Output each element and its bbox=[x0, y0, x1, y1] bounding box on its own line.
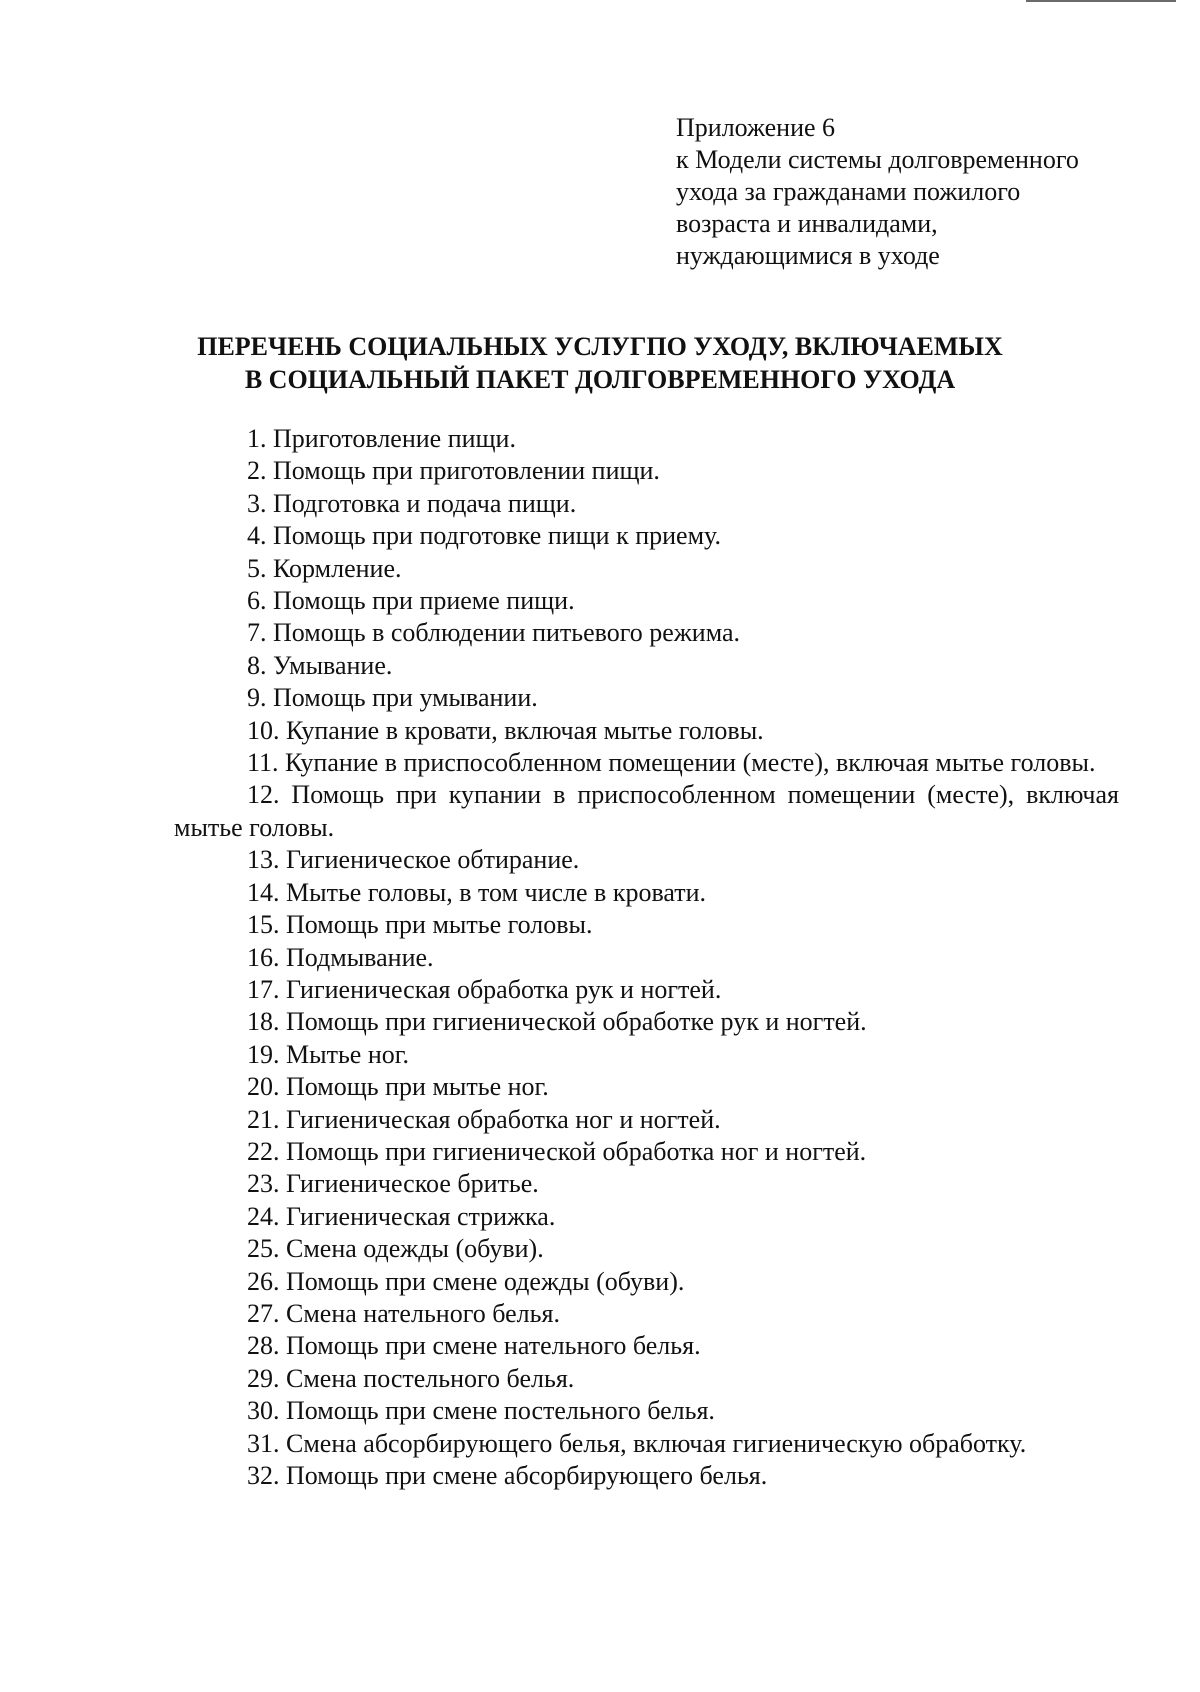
list-item: 17. Гигиеническая обработка рук и ногтей. bbox=[247, 974, 722, 1004]
list-item: 30. Помощь при смене постельного белья. bbox=[247, 1396, 715, 1426]
list-item: 16. Подмывание. bbox=[247, 942, 434, 972]
appendix-line: возраста и инвалидами, bbox=[676, 209, 938, 238]
list-item: 3. Подготовка и подача пищи. bbox=[247, 488, 577, 518]
document-title bbox=[130, 330, 1070, 396]
title-line-1: ПЕРЕЧЕНЬ СОЦИАЛЬНЫХ УСЛУГПО УХОДУ, ВКЛЮЧАЕМЫХ bbox=[197, 332, 1003, 361]
list-item: 32. Помощь при смене абсорбирующего белья. bbox=[247, 1461, 768, 1490]
appendix-line: Приложение 6 bbox=[676, 113, 836, 142]
list-item: 26. Помощь при смене одежды (обуви). bbox=[247, 1266, 685, 1296]
list-item: 9. Помощь при умывании. bbox=[247, 683, 538, 713]
list-item: 4. Помощь при подготовке пищи к приему. bbox=[247, 521, 721, 551]
list-item: 20. Помощь при мытье ног. bbox=[247, 1072, 549, 1102]
list-item: 25. Смена одежды (обуви). bbox=[247, 1234, 544, 1264]
list-item: 10. Купание в кровати, включая мытье головы. bbox=[247, 715, 764, 745]
list-item: 24. Гигиеническая стрижка. bbox=[247, 1201, 556, 1231]
list-item: 31. Смена абсорбирующего белья, включая гигиеническую обработку. bbox=[247, 1428, 1027, 1458]
list-item: 6. Помощь при приеме пищи. bbox=[247, 586, 575, 616]
list-item: 1. Приготовление пищи. bbox=[247, 424, 516, 453]
list-item: 15. Помощь при мытье головы. bbox=[247, 910, 593, 940]
list-item: 23. Гигиеническое бритье. bbox=[247, 1169, 539, 1199]
list-item: 5. Кормление. bbox=[247, 553, 402, 583]
title-line-2: В СОЦИАЛЬНЫЙ ПАКЕТ ДОЛГОВРЕМЕННОГО УХОДА bbox=[244, 365, 956, 394]
appendix-line: нуждающимися в уходе bbox=[676, 241, 940, 270]
list-item: 8. Умывание. bbox=[247, 650, 393, 680]
list-item: 21. Гигиеническая обработка ног и ногтей. bbox=[247, 1104, 721, 1134]
list-item: 18. Помощь при гигиенической обработке рук и ногтей. bbox=[247, 1007, 867, 1037]
appendix-line: к Модели системы долговременного bbox=[676, 145, 1079, 174]
scan-edge-mark bbox=[1026, 0, 1176, 2]
list-item: 28. Помощь при смене нательного белья. bbox=[247, 1331, 701, 1361]
list-item: 14. Мытье головы, в том числе в кровати. bbox=[247, 877, 707, 907]
list-item: 19. Мытье ног. bbox=[247, 1039, 409, 1069]
list-item: 29. Смена постельного белья. bbox=[247, 1363, 575, 1393]
list-item: 12. Помощь при купании в приспособленном помещении (месте), включая мытье головы. bbox=[174, 780, 1119, 842]
list-item: 2. Помощь при приготовлении пищи. bbox=[247, 456, 660, 486]
appendix-header bbox=[676, 112, 1176, 272]
appendix-line: ухода за гражданами пожилого bbox=[676, 177, 1021, 206]
list-item: 13. Гигиеническое обтирание. bbox=[247, 845, 580, 875]
list-item: 22. Помощь при гигиенической обработка ног и ногтей. bbox=[247, 1136, 867, 1166]
services-list bbox=[174, 423, 1119, 1492]
list-item: 11. Купание в приспособленном помещении (месте), включая мытье головы. bbox=[247, 748, 1096, 778]
list-item: 27. Смена нательного белья. bbox=[247, 1298, 560, 1328]
list-item: 7. Помощь в соблюдении питьевого режима. bbox=[247, 618, 741, 648]
